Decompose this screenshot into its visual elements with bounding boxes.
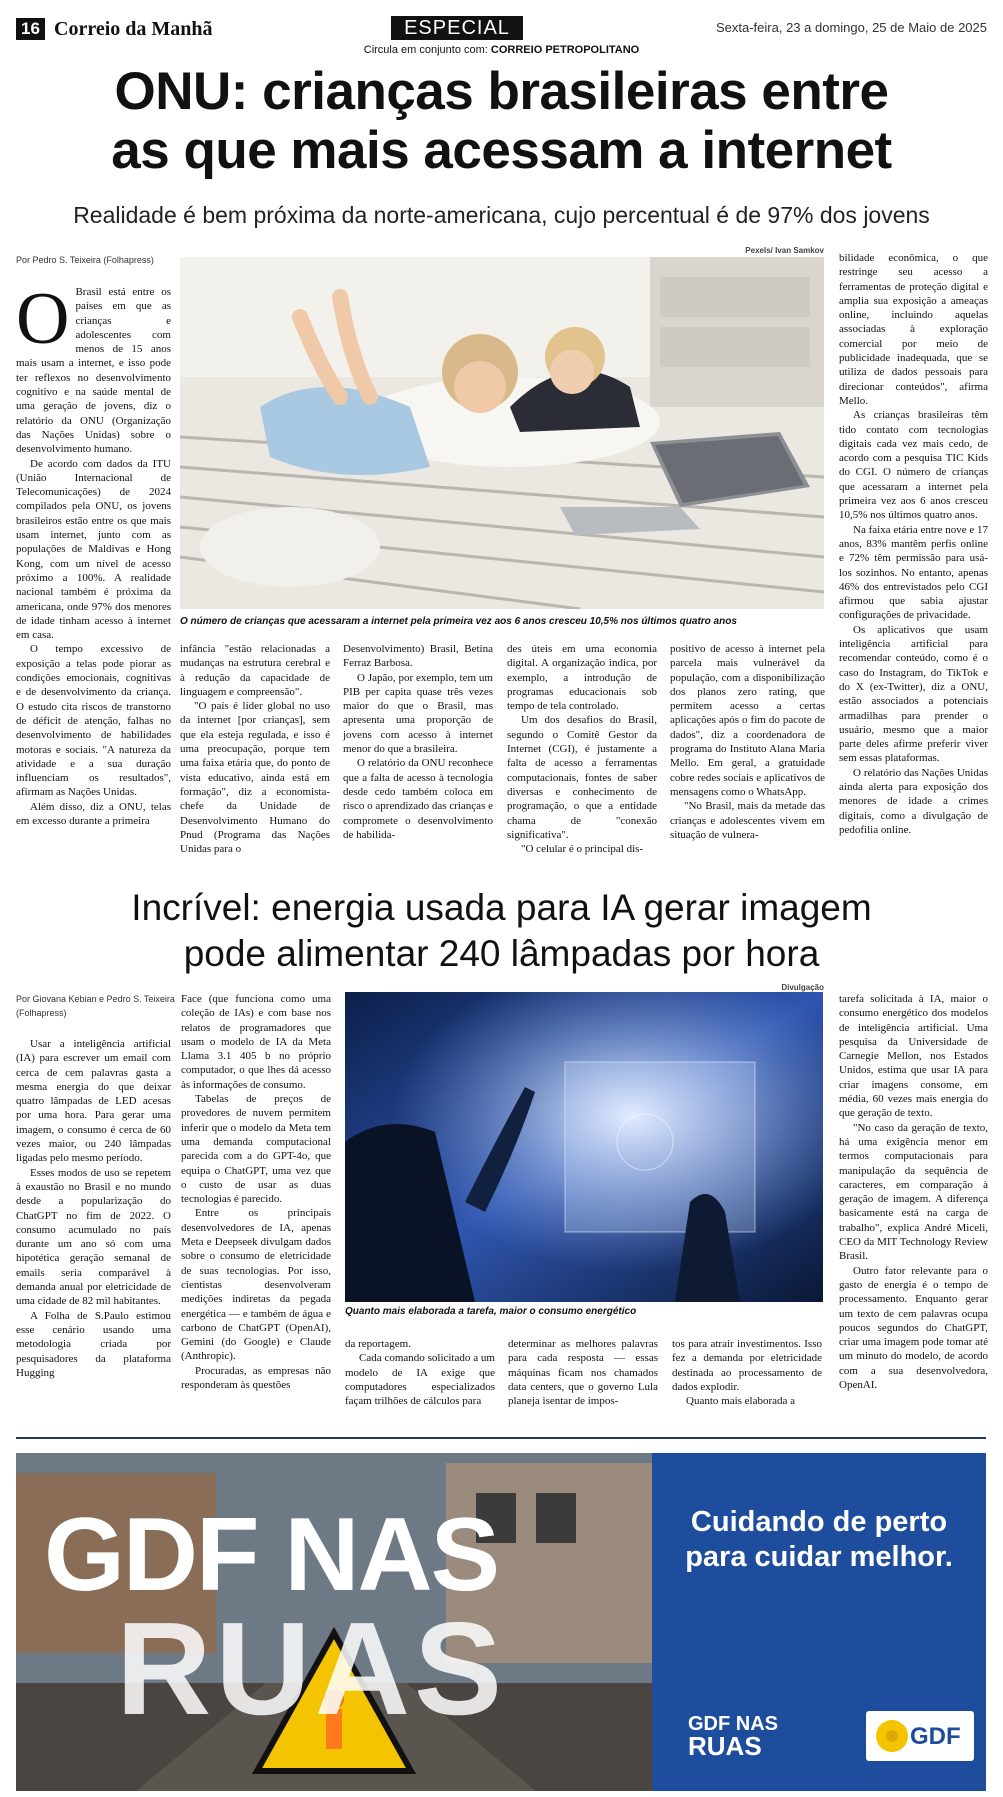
ad-street-scene [16,1453,652,1791]
article1-column-1 [16,285,171,858]
article2-paragraph: determinar as melhores palavras para cada resposta — essas máquinas ficam nos chamados data centers, que o governo Lula planeja isentar de impos- [508,1338,658,1408]
section-divider [16,1437,986,1439]
article2-paragraph: Tabelas de preços de provedores de nuvem permitem inferir que o modelo da Meta tem uma demanda computacional parecida com a do GPT-4o, que equipa o ChatGPT, uma vez que o custo de usar as duas tecnologias é parecido. [181,1093,331,1206]
article2-photo-credit: Divulgação [781,983,824,992]
article2-column-3 [345,1337,495,1427]
article1-paragraph: des úteis em uma economia digital. A organização indica, por exemplo, a introdução de programas educacionais sob tempo de tela controlado. [507,643,657,713]
edition-date: Sexta-feira, 23 a domingo, 25 de Maio de 2025 [715,20,987,35]
article2-paragraph: Outro fator relevante para o gasto de energia é o tempo de processamento. Enquanto gerar um texto de cem palavras ocupa poucos segundos do ChatGPT, criar uma imagem pode tomar até um minuto do modelo, de acordo com a sua desenvolvedora, OpenAI. [839,1264,988,1392]
children-laptop-image [180,257,824,609]
ipe-flower-icon [872,1716,912,1756]
article1-paragraph: O Japão, por exemplo, tem um PIB per capita quase três vezes maior do que o Brasil, mas apresenta uma proporção de jovens com acesso à internet menor do que a brasileira. [343,671,493,756]
article2-column-2 [181,992,331,1427]
article2-column-6 [839,992,988,1427]
article1-paragraph: O relatório das Nações Unidas ainda alerta para exposição dos menores de idade a crimes digitais, como a divulgação de pedofilia online. [839,766,988,836]
ad-logo-line2: RUAS [688,1731,762,1761]
ad-slogan: Cuidando de perto para cuidar melhor. [685,1506,953,1573]
article2-column-5 [672,1337,822,1427]
article2-paragraph: Face (que funciona como uma coleção de IAs) e com base nos relatos de programadores que usam o modelo de IA da Meta Llama 3.1 405 b no próprio computador, o que lhes dá acesso às informações de consumo. [181,993,331,1091]
article2-paragraph: da reportagem. [345,1338,411,1350]
article1-paragraph: Desenvolvimento) Brasil, Betina Ferraz Barbosa. [343,643,493,670]
hand-touching-screen-image [345,992,823,1302]
article2-paragraph: Entre os principais desenvolvedores de IA, apenas Meta e Deepseek divulgam dados sobre o consumo de eletricidade de suas tecnologias. Por isso, cientistas desenvolveram medições indiretas da pegada energética — e também de água e carbono de ChatGPT (OpenAI), Gemini (do Google) e Claude (Anthropic). [181,1207,331,1363]
section-label: ESPECIAL [391,16,523,40]
gdf-logo [866,1711,974,1761]
article1-paragraph: Na faixa etária entre nove e 17 anos, 83% mantêm perfis online e 72% têm permissão para usá-los sozinhos. No entanto, apenas 46% dos entrevistados pelo CGI afirmou que sabia ajustar configurações de privacidade. [839,523,988,622]
page-number: 16 [16,18,45,40]
article1-column-6 [839,251,988,858]
circulation-prefix: Circula em conjunto com: [363,44,488,56]
article1-paragraph: Um dos desafios do Brasil, segundo o Comitê Gestor da Internet (CGI), é justamente a falta de acesso a ferramentas computacionais, fontes de saber diversas e conhecimento de programação, o que a entidade chama de "conexão significativa". [507,714,657,841]
article1-paragraph: As crianças brasileiras têm tido contato com tecnologias digitais cada vez mais cedo, de acordo com a pesquisa TIC Kids do CGI. O número de crianças que acessaram a internet pela primeira vez aos 6 anos cresceu 10,5% nos últimos quatro anos. [839,409,988,522]
article2-paragraph: "No caso da geração de texto, há uma exigência menor em termos computacionais para manipulação da sequência de caracteres, em comparação à geração de imagem. A diferença basicamente está na carga de trabalho", explica André Miceli, CEO da MIT Technology Review Brasil. [839,1121,988,1263]
article2-column-4 [508,1337,658,1427]
article1-paragraph: positivo de acesso à internet pela parcela mais vulnerável da população, com a disponibilização dos planos zero rating, que permitem acesso a certas aplicações após o fim do pacote de dados", diz a coordenadora de programa do Instituto Alana Maria Mello. Em geral, a gratuidade cobre redes sociais e aplicativos de mensagens como o WhatsApp. [670,643,825,798]
article2-headline-line1: Incrível: energia usada para IA gerar imagem [131,887,872,928]
article2-paragraph: Cada comando solicitado a um modelo de IA exige que computadores especializados façam trilhões de cálculos para [345,1352,495,1408]
article1-column-5 [670,642,825,858]
article1-paragraph: "No Brasil, mais da metade das crianças e adolescentes vivem em situação de vulnera- [670,800,825,841]
article2-paragraph: tarefa solicitada à IA, maior o consumo energético dos modelos de inteligência artificial. Uma pesquisa da Universidade de Carnegie Mellon, nos Estados Unidos, estima que usar IA para criar imagens consome, em média, 60 vezes mais energia do que geração de texto. [839,993,988,1120]
gdf-nas-ruas-logo [688,1713,778,1760]
article1-paragraph: Além disso, diz a ONU, telas em excesso durante a primeira [16,800,171,827]
article2-paragraph: Usar a inteligência artificial (IA) para escrever um email com cerca de cem palavras gasta a mesma energia do que deixar quatro lâmpadas de LED acesas por uma hora. Para gerar uma imagem, o consumo é cerca de 60 vezes maior, ou 240 lâmpadas ligadas pelo mesmo período. [16,1038,171,1165]
article1-column-4 [507,642,657,858]
article1-paragraph: Brasil está entre os países em que as crianças e adolescentes com menos de 15 anos mais usam a internet, e isso pode ter reflexos no desenvolvimento cognitivo e na saúde mental de uma geração de jovens, diz o relatório da ONU (Organização das Nações Unidas) sobre o desenvolvimento humano. [16,286,171,456]
article2-headline-line2: pode alimentar 240 lâmpadas por hora [183,933,820,974]
article1-paragraph: O tempo excessivo de exposição a telas pode piorar as condições emocionais, cognitivas e de desenvolvimento da criança. O estudo cita riscos de transtorno de déficit de atenção, falhas no desenvolvimento de habilidades motoras e sociais. "A natureza da atividade e a sua duração influenciam os resultados", afirmam as Nações Unidas. [16,643,171,799]
article1-byline: Por Pedro S. Teixeira (Folhapress) [16,255,154,265]
article1-paragraph: De acordo com dados da ITU (União Internacional de Telecomunicações) de 2024 compilados pela ONU, os jovens brasileiros estão entre os que mais usam internet, junto com as populações de Maldivas e Hong Kong, com um nível de acesso próximo a 100%. A realidade nacional também é próxima da americana, onde 97% dos menores de idade tinham acesso à internet em casa. [16,457,171,642]
advertisement[interactable] [16,1453,986,1791]
article1-subhead: Realidade é bem próxima da norte-americana, cujo percentual é de 97% dos jovens [73,202,930,228]
article1-headline [10,62,993,180]
article2-paragraph: Esses modos de uso se repetem à exaustão no Brasil e no mundo desde a popularização do ChatGPT no fim de 2022. O consumo acumulado no país durante um ano só com uma hipotética geração semanal de emails seria comparável à demanda anual por eletricidade de uma cidade de 82 mil habitantes. [16,1166,171,1308]
circulation-partner: CORREIO PETROPOLITANO [490,44,640,56]
article1-headline-line2: as que mais acessam a internet [111,121,892,180]
article1-photo-credit: Pexels/ Ivan Samkov [745,246,824,255]
article2-column-1 [16,1037,171,1427]
article2-byline: Por Giovana Kebian e Pedro S. Teixeira (Folhapress) [16,994,175,1018]
ad-blue-panel [652,1453,986,1791]
article1-paragraph: O relatório da ONU reconhece que a falta de acesso à tecnologia desde cedo também coloca em risco o aprendizado das crianças e compromete o desenvolvimento de habilida- [343,757,493,841]
article1-headline-line1: ONU: crianças brasileiras entre [114,62,889,121]
newspaper-name: Correio da Manhã [54,18,213,40]
article2-photo [345,992,823,1302]
article1-photo-caption: O número de crianças que acessaram a internet pela primeira vez aos 6 anos cresceu 10,5% nos últimos quatro anos [180,616,737,627]
article2-photo-caption: Quanto mais elaborada a tarefa, maior o consumo energético [345,1306,637,1317]
circulation-note [0,44,1003,56]
article2-paragraph: A Folha de S.Paulo estimou esse cenário usando uma metodologia criada por pesquisadores da plataforma Hugging [16,1309,171,1379]
article1-photo [180,257,824,609]
article1-column-2 [180,642,330,858]
article1-paragraph: infância "estão relacionadas a mudanças na estrutura cerebral e à redução da capacidade de linguagem e compreensão". [180,643,330,698]
gdf-logo-text: GDF [910,1723,961,1750]
article2-paragraph: Quanto mais elaborada a [686,1395,796,1408]
article1-paragraph: bilidade econômica, o que restringe seu acesso a ferramentas de proteção digital e amplia sua exposição a ameaças online, incluindo aquelas associadas à exploração comercial por meio de publicidade inadequada, que se utiliza de dados pessoais para direcionar conteúdos", afirma Mello. [839,252,988,407]
article2-paragraph: Procuradas, as empresas não responderam às questões [181,1364,331,1392]
ad-title-line2: RUAS [116,1595,507,1742]
article1-paragraph: "O celular é o principal dis- [521,843,644,856]
article1-column-3 [343,642,493,858]
page-header [16,16,987,42]
article2-headline [10,885,993,977]
article1-paragraph: Os aplicativos que usam inteligência artificial para recomendar conteúdo, como é o caso do Instagram, do TikTok e do X (ex-Twitter), diz a ONU, estão associados a potenciais armadilhas para prender o usuário, mesmo que a maior parte deles afirme preferir viver sem essas plataformas. [839,623,988,765]
ad-title-line1: GDF NAS [44,1497,498,1613]
article2-paragraph: tos para atrair investimentos. Isso fez a demanda por eletricidade destinada ao processamento de dados explodir. [672,1338,822,1393]
article1-dropcap: O [16,285,70,360]
article1-paragraph: "O país é líder global no uso da internet [por crianças], sem que ela esteja regulada, e isso é uma preocupação, porque tem uma faixa etária que, do ponto de vista educativo, ainda está em formação", diz a economista-chefe da Unidade de Desenvolvimento Humano do Pnud (Programa das Nações Unidas para o [180,700,330,856]
ad-logo-line1: GDF NAS [688,1713,778,1735]
